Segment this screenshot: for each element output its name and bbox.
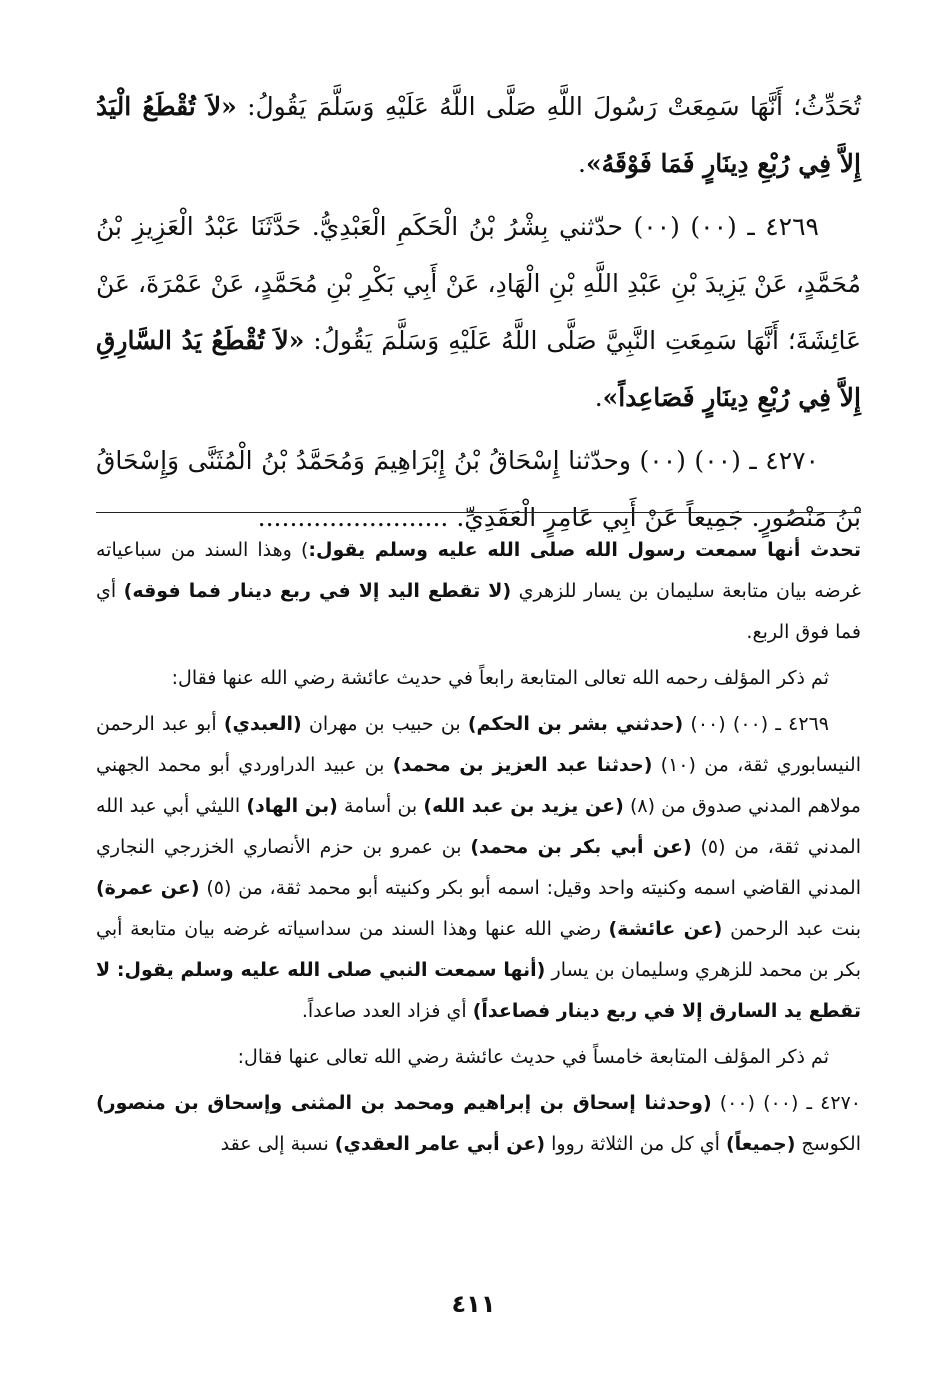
page-number: ٤١١ <box>451 1290 496 1318</box>
commentary-paragraph: تحدث أنها سمعت رسول الله صلى الله عليه وسلم يقول:) وهذا السند من سباعياته غرضه بيان متابعة سليمان بن يسار للزهري (لا تقطع اليد إلا في ربع دينار فما فوقه) أي فما فوق الربع. <box>96 539 861 643</box>
prophetic-quote: «لاَ تُقْطَعُ يَدُ السَّارِقِ إِلاَّ فِي رُبْعِ دِينَارٍ فَصَاعِداً» <box>96 326 861 412</box>
commentary-paragraph: ثم ذكر المؤلف المتابعة خامساً في حديث عائشة رضي الله تعالى عنها فقال: <box>237 1046 829 1068</box>
commentary-paragraph: ٤٢٦٩ ـ (٠٠) (٠٠) (حدثني بشر بن الحكم) بن حبيب بن مهران (العبدي) أبو عبد الرحمن النيسابوري ثقة، من (١٠) (حدثنا عبد العزيز بن محمد) بن عبيد الدراوردي أبو محمد الجهني مولاهم المدني صدوق من (٨) (عن يزيد بن عبد الله) بن أسامة (بن الهاد) الليثي أبي عبد الله المدني ثقة، من (٥) (عن أبي بكر بن محمد) بن عمرو بن حزم الأنصاري الخزرجي النجاري المدني القاضي اسمه وكنيته واحد وقيل: اسمه أبو بكر وكنيته أبو محمد ثقة، من (٥) (عن عمرة) بنت عبد الرحمن (عن عائشة) رضي الله عنها وهذا السند من سداسياته غرضه بيان متابعة أبي بكر بن محمد للزهري وسليمان بن يسار (أنها سمعت النبي صلى الله عليه وسلم يقول: لا تقطع يد السارق إلا في ربع دينار فصاعداً) أي فزاد العدد صاعداً. <box>96 713 861 1022</box>
separator-line <box>96 512 861 513</box>
commentary-paragraph: ٤٢٧٠ ـ (٠٠) (٠٠) (وحدثنا إسحاق بن إبراهيم ومحمد بن المثنى وإسحاق بن منصور) الكوسج (جميعاً) أي كل من الثلاثة رووا (عن أبي عامر العقدي) نسبة إلى عقد <box>96 1092 861 1155</box>
prophetic-quote: «لاَ تُقْطَعُ الْيَدُ إِلاَّ فِي رُبْعِ دِينَارٍ فَمَا فَوْقَهُ» <box>96 92 861 178</box>
commentary-paragraph: ثم ذكر المؤلف رحمه الله تعالى المتابعة رابعاً في حديث عائشة رضي الله عنها فقال: <box>171 667 829 689</box>
hadith-4270: ٤٢٧٠ ـ (٠٠) (٠٠) وحدّثنا إِسْحَاقُ بْنُ إِبْرَاهِيمَ وَمُحَمَّدُ بْنُ الْمُثَنَّى وَإِسْحَاقُ بْنُ مَنْصُورٍ. جَمِيعاً عَنْ أَبِي عَامِرٍ الْعَقَدِيِّ. ........................ <box>96 446 861 532</box>
hadith-text <box>96 78 861 552</box>
commentary-text <box>96 530 861 1170</box>
hadith-paragraph: تُحَدِّثُ؛ أَنَّهَا سَمِعَتْ رَسُولَ اللَّهِ صَلَّى اللَّهُ عَلَيْهِ وَسَلَّمَ يَقُولُ: «لاَ تُقْطَعُ الْيَدُ إِلاَّ فِي رُبْعِ دِينَارٍ فَمَا فَوْقَهُ». <box>96 92 861 178</box>
hadith-4269: ٤٢٦٩ ـ (٠٠) (٠٠) حدّثني بِشْرُ بْنُ الْحَكَمِ الْعَبْدِيُّ. حَدَّثَنَا عَبْدُ الْعَزِيزِ بْنُ مُحَمَّدٍ، عَنْ يَزِيدَ بْنِ عَبْدِ اللَّهِ بْنِ الْهَادِ، عَنْ أَبِي بَكْرِ بْنِ مُحَمَّدٍ، عَنْ عَمْرَةَ، عَنْ عَائِشَةَ؛ أَنَّهَا سَمِعَتِ النَّبِيَّ صَلَّى اللَّهُ عَلَيْهِ وَسَلَّمَ يَقُولُ: «لاَ تُقْطَعُ يَدُ السَّارِقِ إِلاَّ فِي رُبْعِ دِينَارٍ فَصَاعِداً». <box>96 212 861 412</box>
